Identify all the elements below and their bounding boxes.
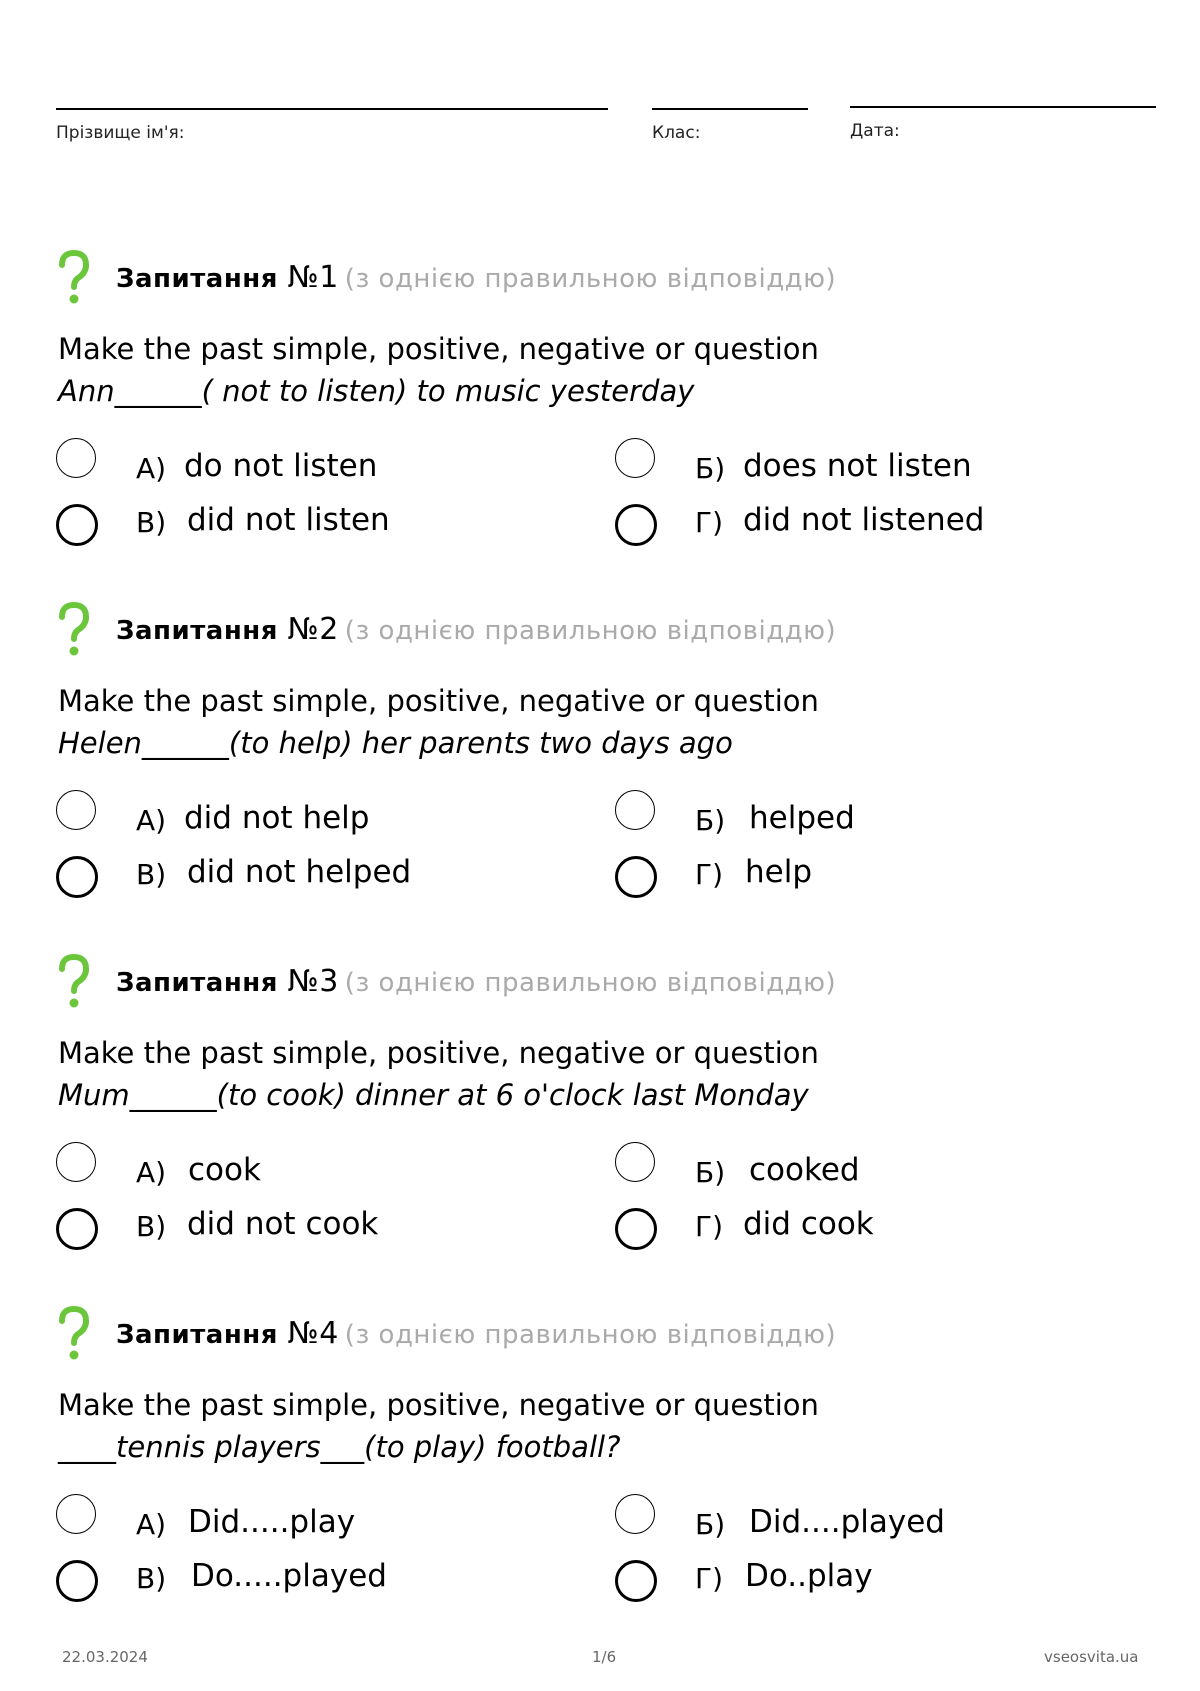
radio-button[interactable] <box>615 1142 655 1182</box>
radio-button[interactable] <box>615 438 655 478</box>
question-mark-icon <box>56 602 92 658</box>
radio-button[interactable] <box>56 856 98 898</box>
question-title-text: Запитання <box>116 616 288 646</box>
question-1 <box>56 250 1156 539</box>
option-letter: Г) <box>695 858 723 891</box>
radio-button[interactable] <box>56 504 98 546</box>
footer-date: 22.03.2024 <box>62 1648 148 1666</box>
radio-button[interactable] <box>615 1208 657 1250</box>
class-label: Клас: <box>652 123 701 143</box>
question-header <box>56 1306 1156 1366</box>
date-line <box>850 106 1156 108</box>
option-text: did not listened <box>743 502 985 538</box>
radio-button[interactable] <box>615 1494 655 1534</box>
option-text: do not listen <box>184 448 378 484</box>
question-header <box>56 602 1156 662</box>
question-hint: (з однією правильною відповіддю) <box>344 264 837 294</box>
question-header <box>56 954 1156 1014</box>
radio-button[interactable] <box>56 1560 98 1602</box>
question-title-text: Запитання <box>116 968 288 998</box>
radio-button[interactable] <box>615 504 657 546</box>
name-field <box>56 108 608 143</box>
question-number: №1 <box>287 260 339 295</box>
option-g[interactable] <box>615 1560 1115 1606</box>
option-g[interactable] <box>615 1208 1115 1254</box>
option-b[interactable] <box>615 438 1115 484</box>
question-text <box>58 680 819 764</box>
option-text: cooked <box>749 1152 860 1188</box>
question-sentence: Helen______(to help) her parents two days ago <box>58 726 733 760</box>
question-sentence: Mum______(to cook) dinner at 6 o'clock last Monday <box>58 1078 809 1112</box>
option-letter: Б) <box>695 804 726 837</box>
radio-button[interactable] <box>56 1142 96 1182</box>
question-instruction: Make the past simple, positive, negative or question <box>58 1388 819 1422</box>
option-letter: А) <box>136 1508 167 1541</box>
option-text: did cook <box>743 1206 874 1242</box>
question-hint: (з однією правильною відповіддю) <box>344 968 837 998</box>
option-v[interactable] <box>56 1560 556 1606</box>
option-g[interactable] <box>615 504 1115 550</box>
option-letter: Б) <box>695 1508 726 1541</box>
footer-page: 1/6 <box>592 1648 617 1666</box>
question-title <box>116 260 836 295</box>
question-instruction: Make the past simple, positive, negative or question <box>58 332 819 366</box>
option-letter: Г) <box>695 506 723 539</box>
option-letter: А) <box>136 804 167 837</box>
option-text: did not listen <box>187 502 390 538</box>
date-field <box>850 106 1156 141</box>
question-sentence: Ann______( not to listen) to music yesterday <box>58 374 695 408</box>
option-text: Do..play <box>745 1558 873 1594</box>
question-hint: (з однією правильною відповіддю) <box>344 1320 837 1350</box>
name-label: Прізвище ім'я: <box>56 123 185 143</box>
option-letter: Г) <box>695 1210 723 1243</box>
class-field <box>652 108 808 143</box>
radio-button[interactable] <box>615 856 657 898</box>
option-letter: В) <box>136 1562 167 1595</box>
question-mark-icon <box>56 954 92 1010</box>
option-b[interactable] <box>615 1494 1115 1540</box>
question-4 <box>56 1306 1156 1595</box>
option-letter: В) <box>136 858 167 891</box>
option-letter: Б) <box>695 452 726 485</box>
option-text: did not cook <box>187 1206 379 1242</box>
question-2 <box>56 602 1156 891</box>
class-line <box>652 108 808 110</box>
question-3 <box>56 954 1156 1243</box>
option-letter: Б) <box>695 1156 726 1189</box>
option-text: Do.....played <box>191 1558 387 1594</box>
name-line <box>56 108 608 110</box>
question-mark-icon <box>56 1306 92 1362</box>
radio-button[interactable] <box>615 1560 657 1602</box>
question-number: №3 <box>287 964 339 999</box>
question-number: №2 <box>287 612 339 647</box>
question-title <box>116 964 836 999</box>
question-sentence: ____tennis players___(to play) football? <box>58 1430 621 1464</box>
option-letter: В) <box>136 1210 167 1243</box>
question-header <box>56 250 1156 310</box>
radio-button[interactable] <box>615 790 655 830</box>
question-title-text: Запитання <box>116 264 288 294</box>
option-letter: А) <box>136 452 167 485</box>
question-text <box>58 1384 819 1468</box>
option-letter: А) <box>136 1156 167 1189</box>
question-text <box>58 328 819 412</box>
option-text: did not helped <box>187 854 412 890</box>
date-label: Дата: <box>850 121 900 141</box>
option-b[interactable] <box>615 790 1115 836</box>
option-text: Did....played <box>749 1504 945 1540</box>
option-a[interactable] <box>56 438 556 484</box>
option-letter: Г) <box>695 1562 723 1595</box>
question-number: №4 <box>287 1316 339 1351</box>
option-g[interactable] <box>615 856 1115 902</box>
footer-site: vseosvita.ua <box>1044 1648 1139 1666</box>
question-title <box>116 612 836 647</box>
option-v[interactable] <box>56 1208 556 1254</box>
option-text: does not listen <box>743 448 972 484</box>
option-letter: В) <box>136 506 167 539</box>
radio-button[interactable] <box>56 1494 96 1534</box>
question-title-text: Запитання <box>116 1320 288 1350</box>
question-instruction: Make the past simple, positive, negative or question <box>58 684 819 718</box>
radio-button[interactable] <box>56 438 96 478</box>
option-text: helped <box>749 800 855 836</box>
option-a[interactable] <box>56 1494 556 1540</box>
question-text <box>58 1032 819 1116</box>
option-a[interactable] <box>56 790 556 836</box>
question-instruction: Make the past simple, positive, negative or question <box>58 1036 819 1070</box>
question-hint: (з однією правильною відповіддю) <box>344 616 837 646</box>
option-v[interactable] <box>56 504 556 550</box>
radio-button[interactable] <box>56 1208 98 1250</box>
option-text: Did.....play <box>188 1504 356 1540</box>
option-b[interactable] <box>615 1142 1115 1188</box>
option-a[interactable] <box>56 1142 556 1188</box>
question-title <box>116 1316 836 1351</box>
option-v[interactable] <box>56 856 556 902</box>
question-mark-icon <box>56 250 92 306</box>
option-text: did not help <box>184 800 370 836</box>
option-text: cook <box>188 1152 261 1188</box>
option-text: help <box>745 854 813 890</box>
radio-button[interactable] <box>56 790 96 830</box>
